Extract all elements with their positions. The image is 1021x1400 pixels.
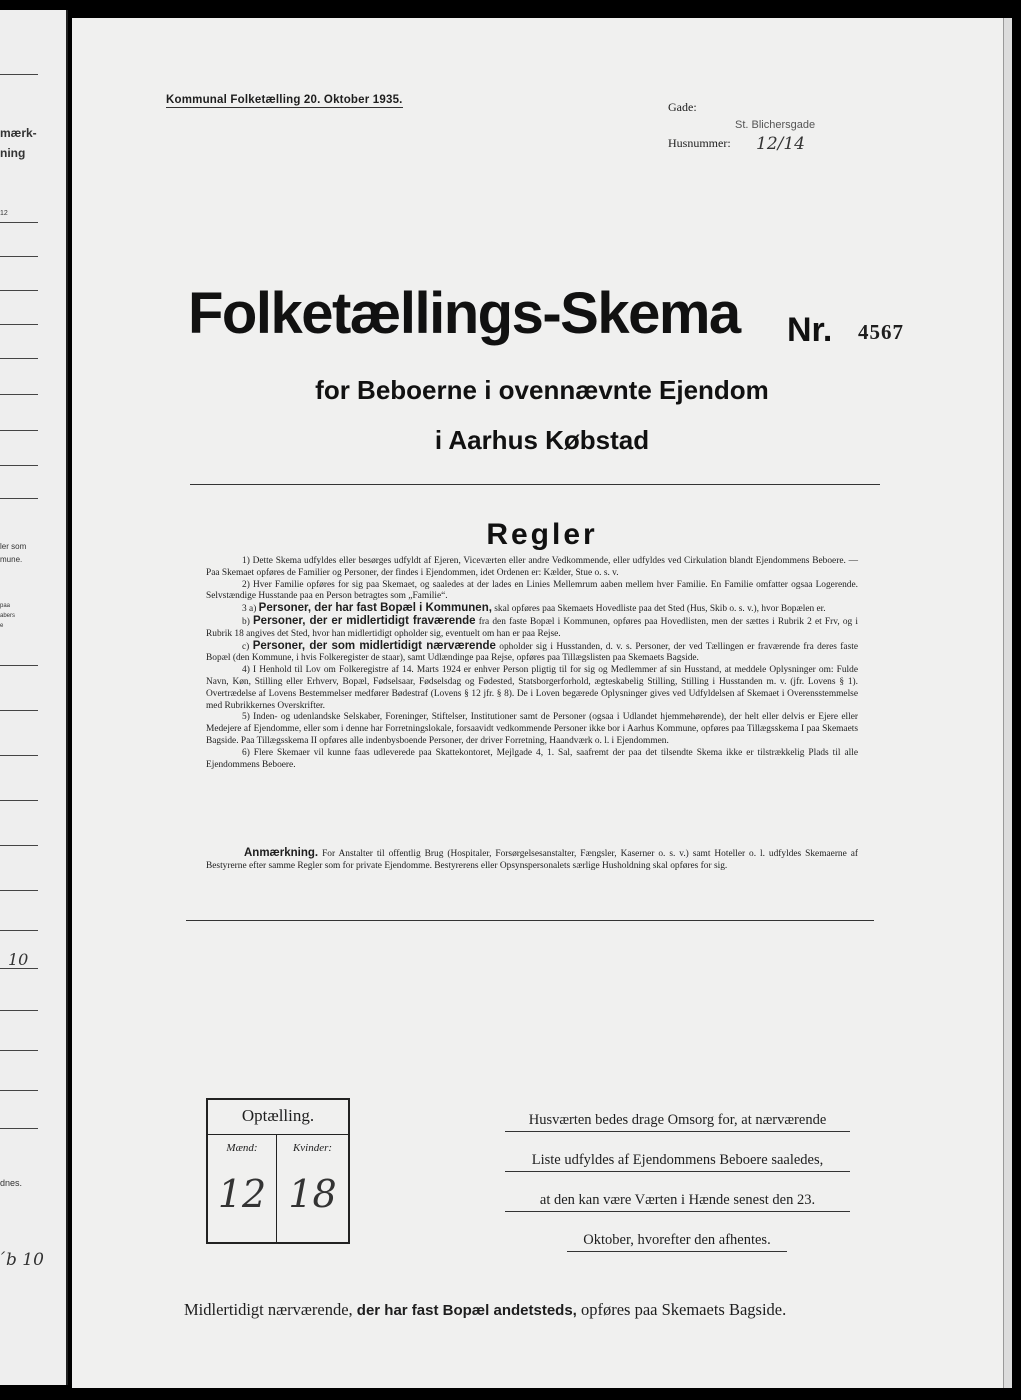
fragment-text: 12 xyxy=(0,210,8,217)
form-title: Folketællings-Skema xyxy=(188,281,740,346)
footer-part-1: Midlertidigt nærværende, xyxy=(184,1300,353,1319)
form-subtitle-residents: for Beboerne i ovennævnte Ejendom xyxy=(315,375,769,405)
ruled-line xyxy=(0,324,38,325)
ruled-line xyxy=(0,930,38,931)
fragment-text: dnes. xyxy=(0,1178,23,1188)
rule-5: 5) Inden- og udenlandske Selskaber, Foreninger, Stiftelser, Institutioner samt de Personer (ogsaa i Udlandet hjemmehørende), der helt eller delvis er Ejere eller Medejere af Ejendomme, eller som i denne har Forretningslokale, forsaavidt vedkommende Personer ikke bor i Aarhus Kommune, opføres paa Tillægsskema I paa Skemaets Bagside. Paa Tillægsskema II opføres alle indenbysboende Personer, der driver Forretning, Haandværk o. l. i Ejendommen. xyxy=(206,712,858,746)
rule-3b: b) Personer, der er midlertidigt fraværende fra den faste Bopæl i Kommunen, opføres paa Hovedlisten, men der sættes i Rubrik 2 et Frv, og i Rubrik 18 angives det Sted, hvor han midlertidigt opholder sig, eventuelt om han er paa Rejse. xyxy=(206,614,859,639)
previous-page-strip xyxy=(0,10,68,1385)
fragment-text: paa xyxy=(0,603,11,609)
fragment-text: abers xyxy=(0,613,16,619)
instruction-line: Husværten bedes drage Omsorg for, at nærværende xyxy=(505,1112,850,1132)
remark-text: For Anstalter til offentlig Brug (Hospitaler, Forsørgelsesanstalter, Fængsler, Kaserner o. s. v.) samt Hoteller o. l. udfyldes Skemaerne af Bestyrerne efter samme Regler som for private Ejendomme. Bestyrerens eller Opsynspersonalets særlige Husholdning skal opføres for sig. xyxy=(206,849,859,871)
page-edge xyxy=(1003,18,1012,1388)
house-number-value: 12/14 xyxy=(756,134,805,154)
ruled-line xyxy=(0,498,38,499)
rule-3a-emphasis: Personer, der har fast Bopæl i Kommunen, xyxy=(258,602,492,615)
ruled-line xyxy=(0,665,38,666)
tally-men-count: 12 xyxy=(217,1172,267,1216)
ruled-line xyxy=(0,222,38,223)
instruction-line: Oktober, hvorefter den afhentes. xyxy=(567,1232,787,1252)
handwritten-number: 10 xyxy=(8,950,29,969)
ruled-line xyxy=(0,845,38,846)
rules-heading: Regler xyxy=(486,518,598,551)
fragment-text: e xyxy=(0,623,4,629)
ruled-line xyxy=(0,1128,38,1129)
tally-header-rule xyxy=(208,1134,348,1135)
instruction-line: Liste udfyldes af Ejendommens Beboere saaledes, xyxy=(505,1152,850,1172)
fragment-text: ler som xyxy=(0,542,27,551)
ruled-line xyxy=(0,890,38,891)
tally-title: Optælling. xyxy=(241,1106,315,1125)
tally-men-label: Mænd: xyxy=(226,1142,258,1154)
form-subtitle-city: i Aarhus Købstad xyxy=(434,425,650,455)
house-number-label: Husnummer: xyxy=(668,136,731,150)
rule-2: 2) Hver Familie opføres for sig paa Skemaet, og saaledes at der lades en Linies Mellemrum aaben mellem hver Familie. En Familie omfatter ogsaa Logerende. Selvstændige Husstande paa en Person betragtes som „Familie“. xyxy=(206,579,858,602)
rule-3b-emphasis: Personer, der er midlertidigt fraværende xyxy=(253,614,476,627)
ruled-line xyxy=(0,394,38,395)
tally-women-count: 18 xyxy=(288,1172,337,1216)
ruled-line xyxy=(0,968,38,969)
rule-3c: c) Personer, der som midlertidigt nærværende opholder sig i Husstanden, d. v. s. Personer, der ved Tællingen er fraværende fra deres faste Bopæl (den Kommune, i hvis Folkeregister de staar), samt Udlændinge paa Rejse, opføres paa Tillægslisten paa Skemaets Bagside. xyxy=(206,639,858,664)
rule-6: 6) Flere Skemaer vil kunne faas udleverede paa Skattekontoret, Mejlgade 4, 1. Sal, saafremt der paa det tilsendte Skema ikke er tilstrækkelig Plads til alle Ejendommens Beboere. xyxy=(206,747,858,770)
rule-3a: 3 a) Personer, der har fast Bopæl i Kommunen, skal opføres paa Skemaets Hovedliste paa det Sted (Hus, Skib o. s. v.), hvor Bopælen er. xyxy=(242,602,826,615)
rule-1: 1) Dette Skema udfyldes eller besørges udfyldt af Ejeren, Viceværten eller andre Vedkommende, eller udfyldes ved Cirkulation blandt Ejendommens Beboere. — Paa Skemaet opføres de Familier og Personer, der findes i Ejendommen, idet Ordenen er: Kælder, Stue o. s. v. xyxy=(206,556,858,578)
ruled-line xyxy=(0,1050,38,1051)
tally-women-label: Kvinder: xyxy=(292,1142,333,1154)
remark-divider xyxy=(186,920,874,921)
ruled-line xyxy=(0,1010,38,1011)
census-heading: Kommunal Folketælling 20. Oktober 1935. xyxy=(166,94,403,106)
fragment-text: mærk- xyxy=(0,126,37,140)
rules-text xyxy=(206,556,858,771)
tally-box xyxy=(206,1098,350,1244)
street-value: St. Blichersgade xyxy=(735,119,816,131)
rule-3c-emphasis: Personer, der som midlertidigt nærværende xyxy=(252,639,496,652)
form-number-value: 4567 xyxy=(858,320,904,344)
ruled-line xyxy=(0,430,38,431)
instruction-line: at den kan være Værten i Hænde senest den 23. xyxy=(505,1192,850,1212)
footer-part-2: der har fast Bopæl andetsteds, xyxy=(356,1302,577,1319)
street-label: Gade: xyxy=(668,100,697,114)
title-divider xyxy=(190,484,880,485)
ruled-line xyxy=(0,710,38,711)
footer-note xyxy=(184,1300,884,1320)
remark-label: Anmærkning. xyxy=(244,847,319,859)
ruled-line xyxy=(0,358,38,359)
remark-paragraph xyxy=(206,848,858,873)
fragment-text: ning xyxy=(0,146,26,160)
fragment-text: mune. xyxy=(0,555,23,564)
ruled-line xyxy=(0,74,38,75)
collection-instructions xyxy=(505,1112,850,1272)
handwritten-note: ́b 10 xyxy=(6,1250,44,1270)
ruled-line xyxy=(0,1090,38,1091)
ruled-line xyxy=(0,465,38,466)
ruled-line xyxy=(0,290,38,291)
rule-4: 4) I Henhold til Lov om Folkeregistre af 14. Marts 1924 er enhver Person pligtig til for sig og Medlemmer af sin Husstand, at meddele Oplysninger om: Fulde Navn, Køn, Stilling eller Erhverv, Bopæl, Fødselsaar, Fødselsdag og Fødested, Statsborgerforhold, ægteskabelig Stilling, Stilling i Husstanden m. v. (jfr. Lovens § 1). Overtrædelse af Lovens Bestemmelser medfører Bødestraf (Lovens § 12 jfr. § 8). De i Loven begærede Oplysninger gives ved Udfyldelsen af Skemaet i Overensstemmelse med Rubrikkernes Overskrifter. xyxy=(206,665,858,711)
footer-part-3: opføres paa Skemaets Bagside. xyxy=(580,1300,787,1319)
ruled-line xyxy=(0,755,38,756)
ruled-line xyxy=(0,800,38,801)
form-number-label: Nr. xyxy=(787,311,833,349)
ruled-line xyxy=(0,256,38,257)
